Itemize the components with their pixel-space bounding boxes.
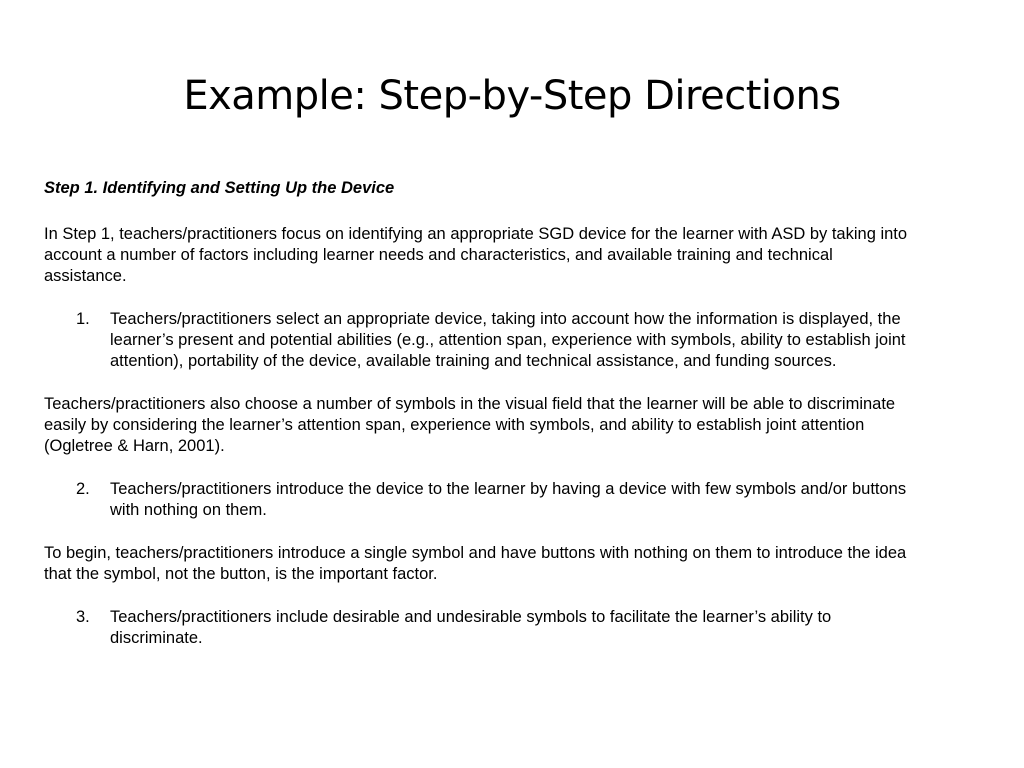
list-item-number: 3. <box>76 608 90 626</box>
list-item <box>44 479 914 521</box>
document-excerpt <box>44 178 914 671</box>
list-item-number: 2. <box>76 480 90 498</box>
list-item-text: Teachers/practitioners select an appropriate device, taking into account how the information is displayed, the learner’s present and potential abilities (e.g., attention span, experience with symbols, ability to establish joint attention), portability of the device, available training and technical assistance, and funding sources. <box>110 310 906 370</box>
list-item-text: Teachers/practitioners introduce the device to the learner by having a device with few symbols and/or buttons with nothing on them. <box>110 480 907 519</box>
intro-paragraph: In Step 1, teachers/practitioners focus on identifying an appropriate SGD device for the learner with ASD by taking into account a number of factors including learner needs and characteristics, and available training and technical assistance. <box>44 225 908 285</box>
list-item-number: 1. <box>76 310 90 328</box>
symbols-paragraph: Teachers/practitioners also choose a number of symbols in the visual field that the learner will be able to discriminate easily by considering the learner’s attention span, experience with symbols, and ability to establish joint attention (Ogletree & Harn, 2001). <box>44 395 896 455</box>
step-heading: Step 1. Identifying and Setting Up the Device <box>44 179 395 197</box>
slide-title: Example: Step-by-Step Directions <box>183 73 841 119</box>
begin-paragraph: To begin, teachers/practitioners introduce a single symbol and have buttons with nothing on them to introduce the idea that the symbol, not the button, is the important factor. <box>44 544 907 583</box>
list-item <box>44 607 914 649</box>
list-item <box>44 309 914 372</box>
list-item-text: Teachers/practitioners include desirable and undesirable symbols to facilitate the learner’s ability to discriminate. <box>110 608 832 647</box>
